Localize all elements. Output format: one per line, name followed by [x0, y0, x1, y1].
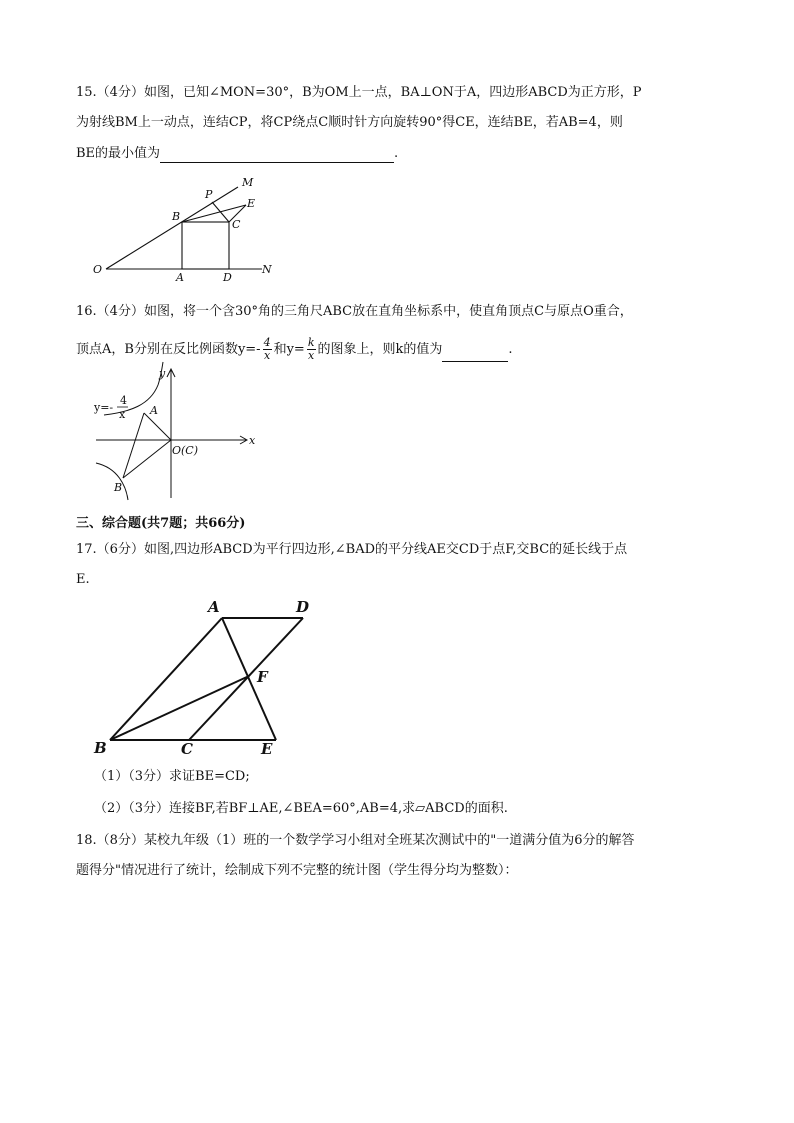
- q16-line1: 16.（4分）如图，将一个含30°角的三角尺ABC放在直角坐标系中，使直角顶点C与原点O重合，: [76, 304, 633, 319]
- q16-line2-end: .: [508, 342, 513, 357]
- q15-label-D: D: [223, 271, 232, 284]
- q17-subquestion-1: （1）（3分）求证BE=CD;: [94, 769, 250, 784]
- q16-hyperbola-lower: [96, 463, 128, 500]
- q17-label-B: B: [94, 739, 107, 757]
- q16-func-prefix: y=-: [94, 401, 114, 414]
- q15-segment-CE: [229, 205, 246, 222]
- q15-label-E: E: [247, 197, 256, 210]
- q16-func-num: 4: [120, 394, 127, 407]
- q15-line-OM: [106, 187, 238, 269]
- q16-fraction-neg4-over-x: $\frac{4}{x}$: [263, 336, 271, 362]
- q16-label-y: y: [159, 367, 166, 380]
- section-3-heading: 三、综合题(共7题；共66分): [76, 516, 246, 531]
- q16-line2-text-a: 顶点A，B分别在反比例函数y=-: [76, 342, 261, 357]
- q16-line2-text-b: 和y=: [273, 342, 305, 357]
- q15-label-O: O: [93, 263, 103, 276]
- q15-label-C: C: [232, 218, 241, 231]
- q15-line3-text: BE的最小值为: [76, 146, 161, 161]
- q15-answer-blank: [160, 148, 394, 163]
- q15-label-P: P: [205, 188, 213, 201]
- q15-line2: 为射线BM上一动点，连结CP，将CP绕点C顺时针方向旋转90°得CE，连结BE，若AB=4，则: [76, 115, 623, 130]
- q15-segment-BE: [182, 205, 246, 222]
- q16-line2-text-c: 的图象上，则k的值为: [317, 342, 443, 357]
- q16-side-AB: [123, 413, 144, 478]
- q17-label-E: E: [261, 740, 273, 758]
- q15-label-B: B: [172, 210, 181, 223]
- q17-label-C: C: [181, 740, 193, 758]
- q17-line2: E.: [76, 572, 90, 587]
- q17-line1: 17.（6分）如图,四边形ABCD为平行四边形,∠BAD的平分线AE交CD于点F,交BC的延长线于点: [76, 542, 628, 557]
- q15-label-A: A: [176, 271, 184, 284]
- q15-line3-end: .: [394, 146, 399, 161]
- q16-line2: [76, 337, 513, 362]
- q16-func-den: x: [119, 408, 126, 421]
- q16-x-arrow: [240, 436, 247, 444]
- q15-label-M: M: [242, 176, 254, 189]
- q17-segment-DC: [189, 618, 303, 740]
- q15-line3: [76, 145, 398, 163]
- q17-segment-BF: [110, 676, 249, 740]
- q17-label-F: F: [257, 668, 268, 686]
- q15-square-ABCD: [182, 222, 229, 269]
- q16-label-A: A: [150, 404, 158, 417]
- q16-label-x: x: [249, 434, 256, 447]
- q18-line1: 18.（8分）某校九年级（1）班的一个数学学习小组对全班某次测试中的"一道满分值为6分的解答: [76, 833, 635, 848]
- q16-label-origin: O(C): [172, 444, 199, 457]
- q17-subquestion-2: （2）（3分）连接BF,若BF⊥AE,∠BEA=60°,AB=4,求▱ABCD的面积.: [94, 801, 508, 816]
- q17-segment-AE: [222, 618, 276, 740]
- q15-label-N: N: [262, 263, 272, 276]
- q18-line2: 题得分"情况进行了统计，绘制成下列不完整的统计图（学生得分均为整数）：: [76, 863, 518, 878]
- q16-side-CA: [144, 413, 171, 440]
- q16-side-CB: [123, 440, 171, 478]
- q16-fraction-k-over-x: $\frac{k}{x}$: [307, 336, 315, 362]
- q15-line1: 15.（4分）如图，已知∠MON=30°，B为OM上一点，BA⊥ON于A，四边形ABCD为正方形，P: [76, 85, 642, 100]
- q17-side-AB: [110, 618, 222, 740]
- q15-segment-CP: [212, 202, 229, 222]
- q17-label-D: D: [296, 598, 310, 616]
- q16-label-B: B: [114, 481, 123, 494]
- q17-label-A: A: [208, 598, 220, 616]
- q16-hyperbola-upper: [104, 362, 163, 415]
- q16-y-arrow: [167, 369, 175, 377]
- q16-answer-blank: [442, 347, 508, 362]
